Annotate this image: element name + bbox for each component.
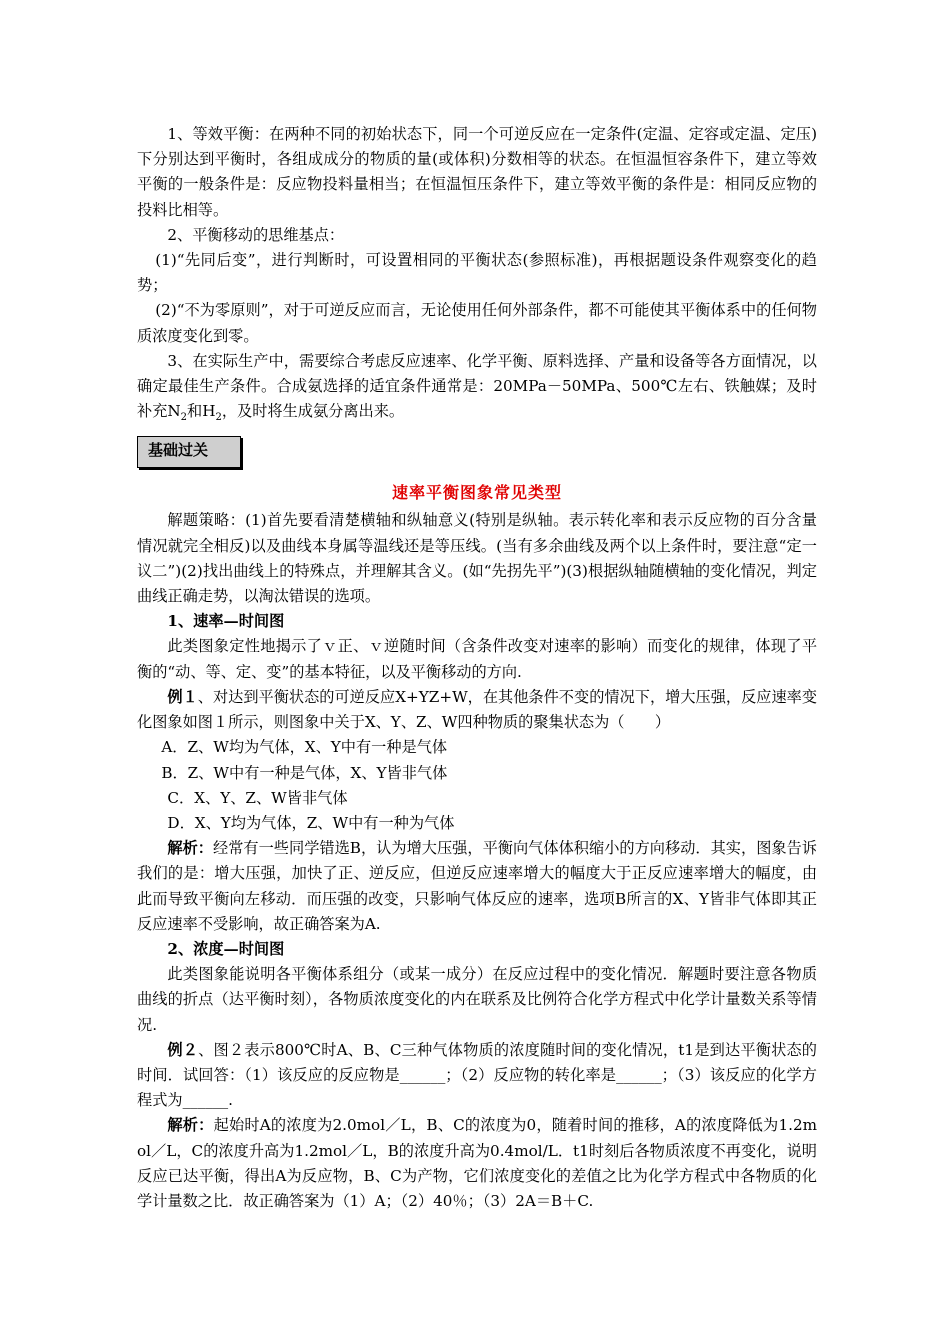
- answer-1-label: 解析：: [167, 839, 213, 858]
- production-text-3: ，及时将生成氨分离出来。: [221, 402, 405, 421]
- para-production-conditions: [137, 349, 817, 431]
- para-concentration-time-desc: 此类图象能说明各平衡体系组分（或某一成分）在反应过程中的变化情况．解题时要注意各物质曲线的折点（达平衡时刻），各物质浓度变化的内在联系及比例符合化学方程式中化学计量数关系等情况.: [137, 965, 817, 1034]
- example-1-label: 例１: [167, 687, 198, 706]
- example-2-text: 、图２表示800℃时A、B、C三种气体物质的浓度随时间的变化情况，t1是到达平衡状态的时间．试回答：（1）该反应的反应物是______；（2）反应物的转化率是______；（3）该反应的化学方程式为______.: [137, 1040, 817, 1110]
- heading-concentration-time: 2、浓度—时间图: [167, 939, 285, 958]
- answer-1-text: 经常有一些同学错选B，认为增大压强，平衡向气体体积缩小的方向移动．其实，图象告诉我们的是：增大压强，加快了正、逆反应，但逆反应速率增大的幅度大于正反应速率增大的幅度，由此而导致平衡向左移动．而压强的改变，只影响气体反应的速率，选项B所言的X、Y皆非气体即其正反应速率不受影响，故正确答案为A.: [137, 839, 817, 933]
- para-non-zero-principle: (2)“不为零原则”，对于可逆反应而言，无论使用任何外部条件，都不可能使其平衡体系中的任何物质浓度变化到零。: [137, 301, 817, 345]
- option-c: C．X、Y、Z、W皆非气体: [167, 788, 348, 807]
- heading-rate-time: 1、速率—时间图: [167, 612, 285, 631]
- example-1: [137, 685, 817, 735]
- option-a: A．Z、W均为气体，X、Y中有一种是气体: [161, 738, 448, 757]
- answer-2-label: 解析：: [167, 1116, 214, 1135]
- answer-2: [137, 1113, 817, 1214]
- example-2: [137, 1038, 817, 1114]
- answer-2-text: 起始时A的浓度为2.0mol／L，B、C的浓度为0，随着时间的推移，A的浓度降低为1.2mol／L，C的浓度升高为1.2mol／L，B的浓度升高为0.4mol/L．t1时刻后各物质浓度不再变化，说明反应已达平衡，得出A为反应物，B、C为产物，它们浓度变化的差值之比为化学方程式中各物质的化学计量数之比．故正确答案为（1）A；（2）40％；（3）2A＝B＋C.: [137, 1116, 818, 1210]
- document-page: [137, 122, 817, 1214]
- para-rate-time-desc: 此类图象定性地揭示了ｖ正、ｖ逆随时间（含条件改变对速率的影响）而变化的规律，体现了平衡的“动、等、定、变”的基本特征，以及平衡移动的方向.: [137, 637, 817, 681]
- production-text-1: 3、在实际生产中，需要综合考虑反应速率、化学平衡、原料选择、产量和设备等各方面情况，以确定最佳生产条件。合成氨选择的适宜条件通常是：20MPa－50MPa、500℃左右、铁触媒；及时补充N: [137, 351, 817, 421]
- para-equivalent-equilibrium: 1、等效平衡：在两种不同的初始状态下，同一个可逆反应在一定条件(定温、定容或定温、定压)下分别达到平衡时，各组成成分的物质的量(或体积)分数相等的状态。在恒温恒容条件下，建立等效平衡的一般条件是：反应物投料量相当；在恒温恒压条件下，建立等效平衡的条件是：相同反应物的投料比相等。: [137, 125, 817, 219]
- production-text-2: 和H: [187, 402, 216, 421]
- para-strategy: 解题策略：(1)首先要看清楚横轴和纵轴意义(特别是纵轴。表示转化率和表示反应物的百分含量情况就完全相反)以及曲线本身属等温线还是等压线。(当有多余曲线及两个以上条件时，要注意“定一议二”)(2)找出曲线上的特殊点，并理解其含义。(如“先拐先平”)(3)根据纵轴随横轴的变化情况，判定曲线正确走势，以淘汰错误的选项。: [137, 511, 817, 606]
- section-box-basics: 基础过关: [137, 436, 241, 468]
- option-b: B．Z、W中有一种是气体，X、Y皆非气体: [161, 763, 448, 782]
- h2-subscript: 2: [215, 412, 222, 424]
- answer-1: [137, 836, 817, 937]
- para-first-same-then-change: (1)“先同后变”，进行判断时，可设置相同的平衡状态(参照标准)，再根据题设条件观察变化的趋势；: [137, 251, 817, 295]
- option-d: D．X、Y均为气体，Z、W中有一种为气体: [167, 813, 455, 832]
- n2-subscript: 2: [180, 412, 188, 424]
- example-1-text: 、对达到平衡状态的可逆反应X+YZ+W，在其他条件不变的情况下，增大压强，反应速率变化图象如图１所示，则图象中关于X、Y、Z、W四种物质的聚集状态为（ ）: [137, 687, 818, 732]
- section-title: 速率平衡图象常见类型: [391, 483, 562, 503]
- example-2-label: 例２: [167, 1040, 199, 1059]
- para-shift-basis: 2、平衡移动的思维基点：: [167, 225, 345, 244]
